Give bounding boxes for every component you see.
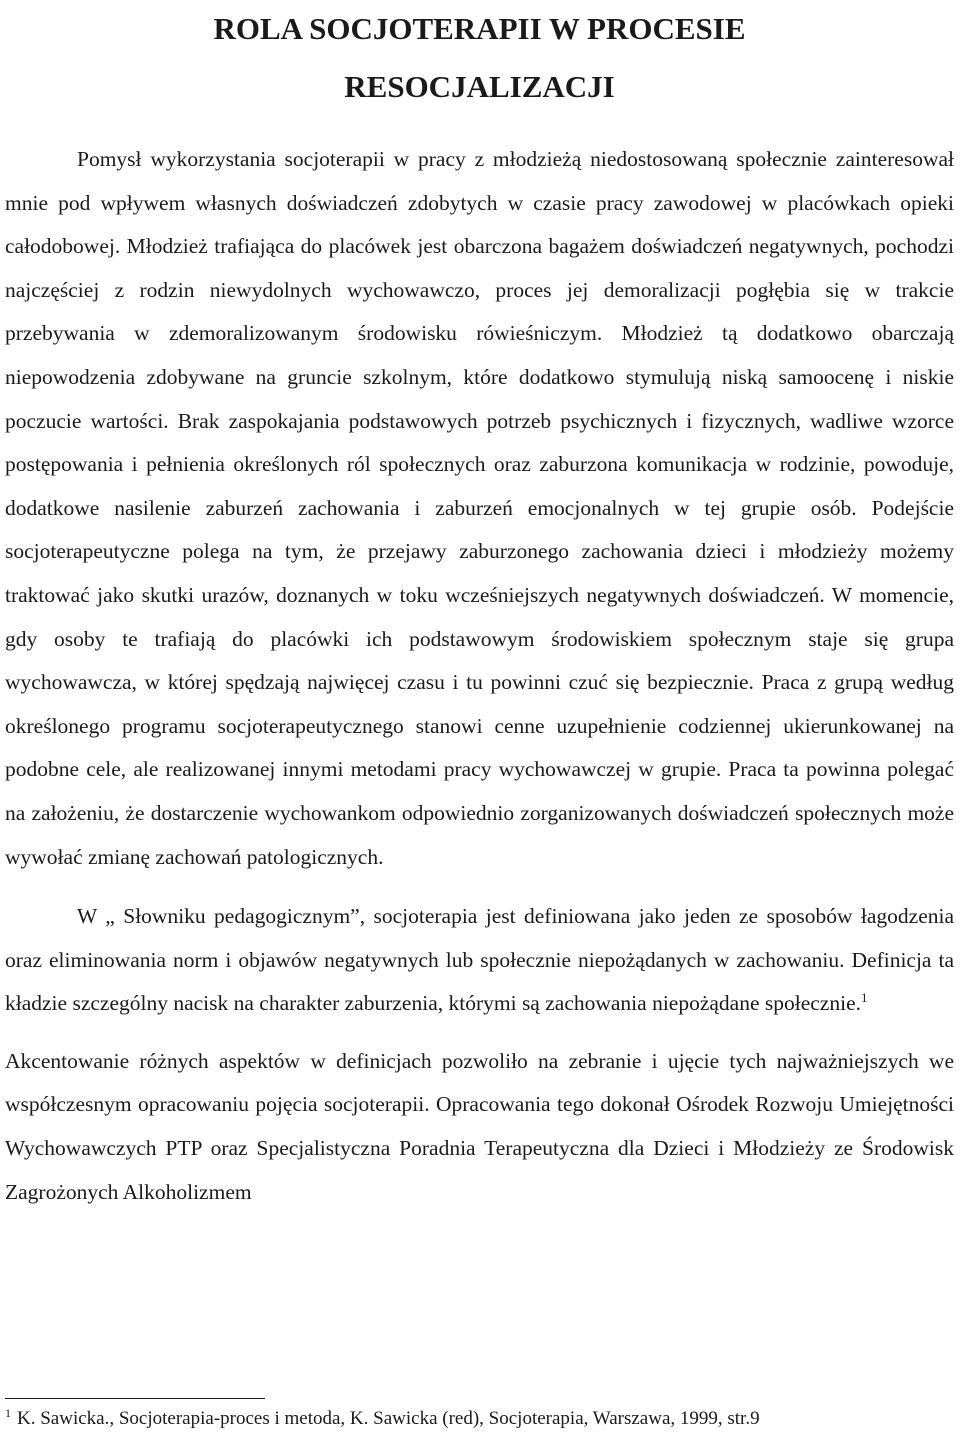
footnote-text: K. Sawicka., Socjoterapia-proces i metoda, K. Sawicka (red), Socjoterapia, Warszawa, 1999, str.9	[17, 1408, 760, 1429]
paragraph-3: Akcentowanie różnych aspektów w definicjach pozwoliło na zebranie i ujęcie tych najważniejszych we współczesnym opracowaniu pojęcia socjoterapii. Opracowania tego dokonał Ośrodek Rozwoju Umiejętności Wychowawczych PTP oraz Specjalistyczna Poradnia Terapeutyczna dla Dzieci i Młodzieży ze Środowisk Zagrożonych Alkoholizmem	[5, 1048, 954, 1204]
footnote-reference: 1	[861, 990, 868, 1006]
title-line-1: ROLA SOCJOTERAPII W PROCESIE	[213, 11, 746, 46]
footnote-separator	[5, 1398, 265, 1399]
paragraph-2-text: W „ Słowniku pedagogicznym”, socjoterapia jest definiowana jako jeden ze sposobów łagodzenia oraz eliminowania norm i objawów negatywnych lub społecznie niepożądanych w zachowaniu. Definicja ta kładzie szczególny nacisk na charakter zaburzenia, którymi są zachowania niepożądane społecznie.	[5, 904, 954, 1016]
title-line-2: RESOCJALIZACJI	[344, 69, 615, 104]
paragraph-1: Pomysł wykorzystania socjoterapii w pracy z młodzieżą niedostosowaną społecznie zainteresował mnie pod wpływem własnych doświadczeń zdobytych w czasie pracy zawodowej w placówkach opieki całodobowej. Młodzież trafiająca do placówek jest obarczona bagażem doświadczeń negatywnych, pochodzi najczęściej z rodzin niewydolnych wychowawczo, proces jej demoralizacji pogłębia się w trakcie przebywania w zdemoralizowanym środowisku rówieśniczym. Młodzież tą dodatkowo obarczają niepowodzenia zdobywane na gruncie szkolnym, które dodatkowo stymulują niską samoocenę i niskie poczucie wartości. Brak zaspokajania podstawowych potrzeb psychicznych i fizycznych, wadliwe wzorce postępowania i pełnienia określonych ról społecznych oraz zaburzona komunikacja w rodzinie, powoduje, dodatkowe nasilenie zaburzeń zachowania i zaburzeń emocjonalnych w tej grupie osób. Podejście socjoterapeutyczne polega na tym, że przejawy zaburzonego zachowania dzieci i młodzieży możemy traktować jako skutki urazów, doznanych w toku wcześniejszych negatywnych doświadczeń. W momencie, gdy osoby te trafiają do placówki ich podstawowym środowiskiem społecznym staje się grupa wychowawcza, w której spędzają najwięcej czasu i tu powinni czuć się bezpiecznie. Praca z grupą według określonego programu socjoterapeutycznego stanowi cenne uzupełnienie codziennej ukierunkowanej na podobne cele, ale realizowanej innymi metodami pracy wychowawczej w grupie. Praca ta powinna polegać na założeniu, że dostarczenie wychowankom odpowiednio zorganizowanych doświadczeń społecznych może wywołać zmianę zachowań patologicznych.	[5, 147, 954, 869]
paragraph-2	[5, 895, 954, 1026]
footnote-number: 1	[5, 1405, 11, 1420]
document-title	[5, 0, 954, 116]
footnotes-section	[5, 1398, 954, 1431]
footnote-1	[5, 1407, 954, 1431]
